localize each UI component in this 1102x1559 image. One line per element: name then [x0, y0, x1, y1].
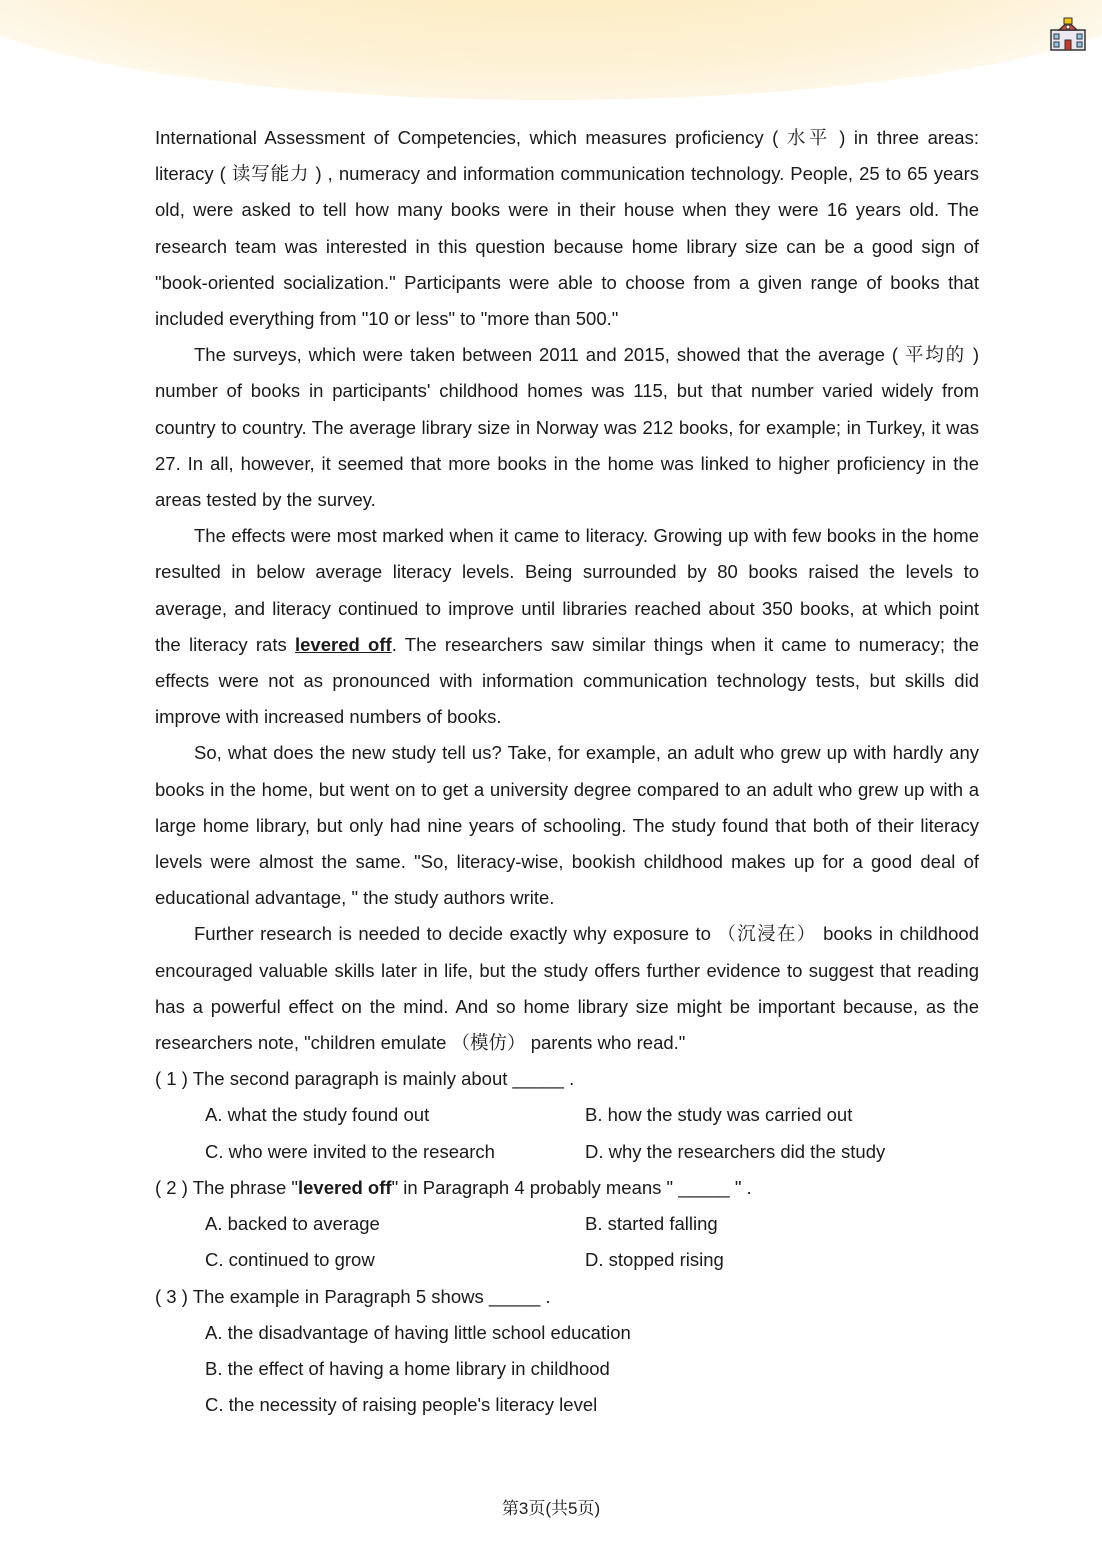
question-2-key-phrase: levered off — [298, 1176, 392, 1198]
key-phrase: levered off — [294, 633, 392, 655]
passage-paragraph-5: Further research is needed to decide exactly why exposure to （沉浸在） books in childhood encouraged valuable skills later in life, but the study offers further evidence to suggest that reading has a powerful effect on the mind. And so home library size might be important because, as the researchers note, "children emulate （模仿） parents who read." — [155, 923, 979, 1054]
paragraph-3-text-after: . The researchers saw similar things when it came to numeracy; the effects were not as pronounced with information communication technology tests, but skills did improve with increased numbers of books. — [155, 633, 979, 728]
question-3-option-c: C. the necessity of raising people's literacy level — [205, 1394, 598, 1416]
question-2-option-c: C. continued to grow — [205, 1249, 375, 1271]
question-3-stem: ( 3 ) The example in Paragraph 5 shows _____ . — [155, 1285, 551, 1307]
question-3-option-b: B. the effect of having a home library in childhood — [205, 1357, 610, 1379]
header-decoration — [0, 0, 1102, 100]
question-3-option-a: A. the disadvantage of having little school education — [205, 1321, 631, 1343]
question-2-option-a: A. backed to average — [205, 1213, 380, 1235]
passage-paragraph-1: International Assessment of Competencies, which measures proficiency ( 水平 ) in three areas: literacy ( 读写能力 ) , numeracy and information communication technology. People, 25 to 65 years old, were asked to tell how many books were in their house when they were 16 years old. The research team was interested in this question because home library size can be a good sign of "book-oriented socialization." Participants were able to choose from a given range of books that included everything from "10 or less" to "more than 500." — [155, 127, 979, 330]
question-2-option-b: B. started falling — [585, 1213, 718, 1235]
question-2-stem-after: " in Paragraph 4 probably means " _____ " . — [391, 1176, 752, 1198]
question-2-stem — [155, 1170, 979, 1206]
paragraph-3-text-before: The effects were most marked when it came to literacy. Growing up with few books in the home resulted in below average literacy levels. Being surrounded by 80 books raised the levels to average, and literacy continued to improve until libraries reached about 350 books, at which point the literacy rats — [155, 525, 979, 655]
question-1-stem: ( 1 ) The second paragraph is mainly about _____ . — [155, 1068, 575, 1090]
document-content — [155, 120, 979, 1423]
question-2-option-d: D. stopped rising — [585, 1249, 724, 1271]
question-2-options — [155, 1206, 979, 1278]
question-1-option-c: C. who were invited to the research — [205, 1140, 495, 1162]
question-2-stem-before: ( 2 ) The phrase " — [155, 1176, 298, 1198]
passage-paragraph-2: The surveys, which were taken between 2011 and 2015, showed that the average ( 平均的 ) number of books in participants' childhood homes was 115, but that number varied widely from country to country. The average library size in Norway was 212 books, for example; in Turkey, it was 27. In all, however, it seemed that more books in the home was linked to higher proficiency in the areas tested by the survey. — [155, 344, 979, 511]
question-1-option-b: B. how the study was carried out — [585, 1104, 853, 1126]
question-1-option-d: D. why the researchers did the study — [585, 1140, 886, 1162]
passage-paragraph-4: So, what does the new study tell us? Take, for example, an adult who grew up with hardly any books in the home, but went on to get a university degree compared to an adult who grew up with a large home library, but only had nine years of schooling. The study found that both of their literacy levels were almost the same. "So, literacy-wise, bookish childhood makes up for a good deal of educational advantage, " the study authors write. — [155, 742, 979, 909]
page-number: 第3页(共5页) — [501, 1499, 601, 1518]
school-building-icon — [1049, 16, 1087, 52]
passage-paragraph-3 — [155, 518, 979, 735]
question-1-options — [155, 1097, 979, 1169]
question-1-option-a: A. what the study found out — [205, 1104, 430, 1126]
